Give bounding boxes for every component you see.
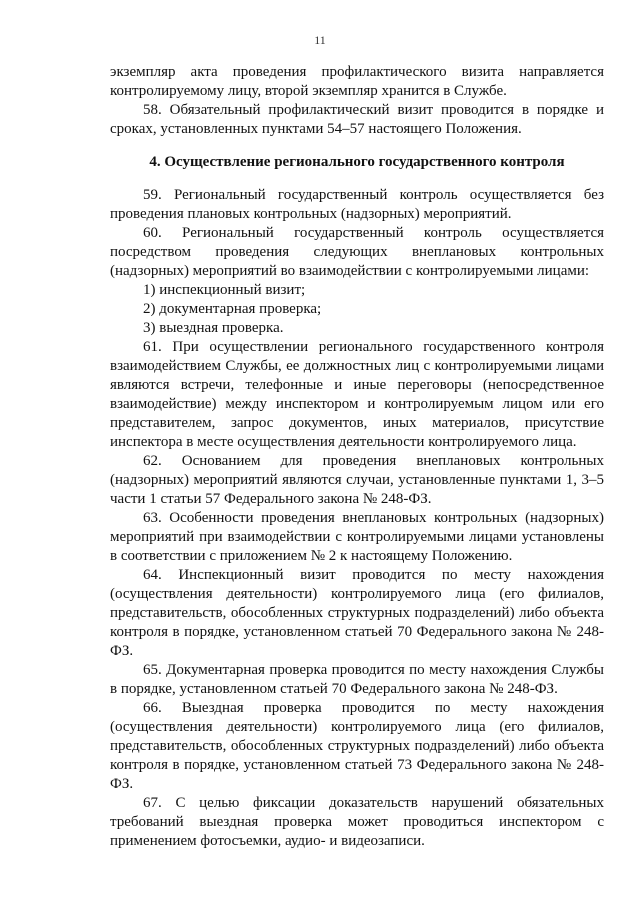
paragraph-63: 63. Особенности проведения внеплановых контрольных (надзорных) мероприятий при взаимодействии с контролируемыми лицами установлены в соответствии с приложением № 2 к настоящему Положению. xyxy=(110,510,604,564)
paragraph-64: 64. Инспекционный визит проводится по месту нахождения (осуществления деятельности) контролируемого лица (его филиалов, представительств, обособленных структурных подразделений) либо объекта контроля в порядке, установленном статьей 70 Федерального закона № 248-ФЗ. xyxy=(110,567,604,659)
page-number: 11 xyxy=(314,33,326,47)
paragraph-60: 60. Региональный государственный контроль осуществляется посредством проведения следующих внеплановых контрольных (надзорных) мероприятий во взаимодействии с контролируемыми лицами: xyxy=(110,225,604,279)
paragraph-61: 61. При осуществлении регионального государственного контроля взаимодействием Службы, ее должностных лиц с контролируемыми лицами являются встречи, телефонные и иные переговоры (непосредственное взаимодействие) между инспектором и контролируемым лицом или его представителем, запрос документов, иных материалов, присутствие инспектора в месте осуществления деятельности контролируемого лица. xyxy=(110,339,604,450)
paragraph-59: 59. Региональный государственный контроль осуществляется без проведения плановых контрольных (надзорных) мероприятий. xyxy=(110,187,604,222)
paragraph-67: 67. С целью фиксации доказательств нарушений обязательных требований выездная проверка может проводиться инспектором с применением фотосъемки, аудио- и видеозаписи. xyxy=(110,795,604,849)
paragraph-58: 58. Обязательный профилактический визит проводится в порядке и сроках, установленных пунктами 54–57 настоящего Положения. xyxy=(110,102,604,137)
paragraph-66: 66. Выездная проверка проводится по месту нахождения (осуществления деятельности) контролируемого лица (его филиалов, представительств, обособленных структурных подразделений) либо объекта контроля в порядке, установленном статьей 73 Федерального закона № 248-ФЗ. xyxy=(110,700,604,792)
paragraph-65: 65. Документарная проверка проводится по месту нахождения Службы в порядке, установленном статьей 70 Федерального закона № 248-ФЗ. xyxy=(110,662,604,697)
paragraph-continuation: экземпляр акта проведения профилактического визита направляется контролируемому лицу, второй экземпляр хранится в Службе. xyxy=(110,64,604,99)
document-body xyxy=(110,63,604,851)
list-item-2: 2) документарная проверка; xyxy=(143,301,322,317)
paragraph-62: 62. Основанием для проведения внеплановых контрольных (надзорных) мероприятий являются случаи, установленные пунктами 1, 3–5 части 1 статьи 57 Федерального закона № 248-ФЗ. xyxy=(110,453,604,507)
list-item-3: 3) выездная проверка. xyxy=(143,320,284,336)
list-item-1: 1) инспекционный визит; xyxy=(143,282,306,298)
section-heading: 4. Осуществление регионального государственного контроля xyxy=(149,154,565,170)
